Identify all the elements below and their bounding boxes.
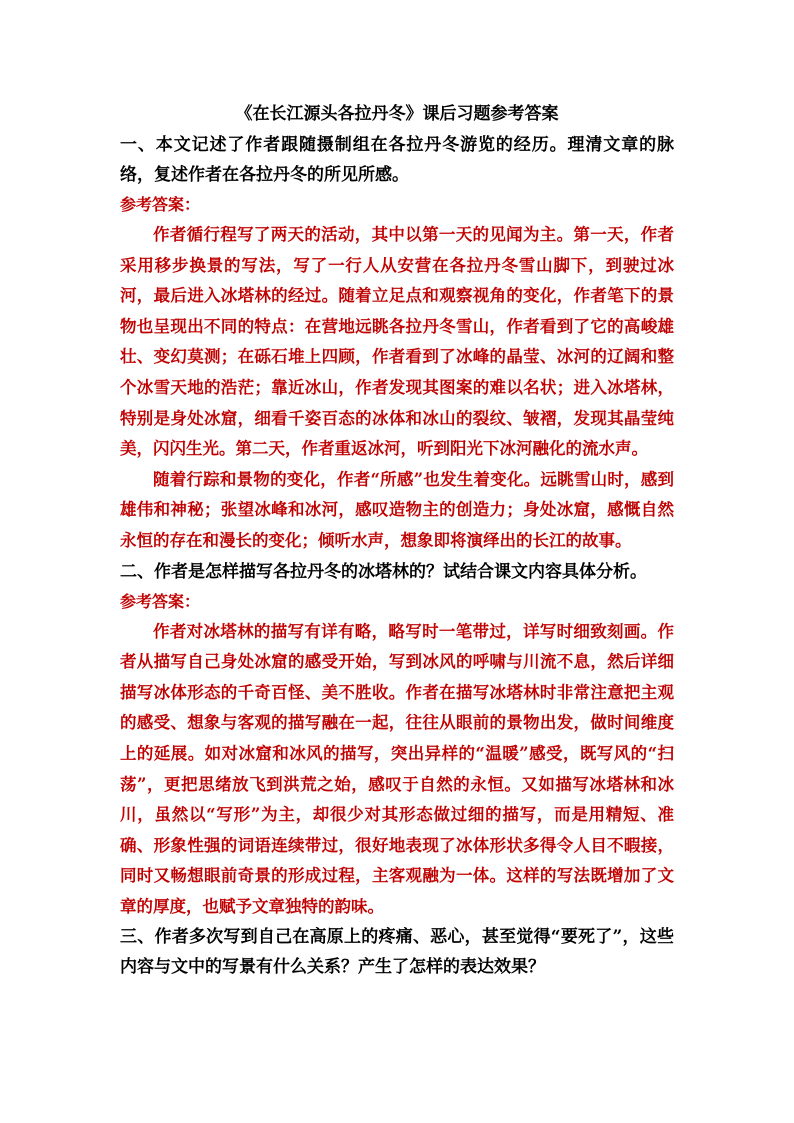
- answer-1-paragraph-1: 作者循行程写了两天的活动，其中以第一天的见闻为主。第一天，作者采用移步换景的写法，写了一行人从安营在各拉丹冬雪山脚下，到驶过冰河，最后进入冰塔林的经过。随着立足点和观察视角的变化，作者笔下的景物也呈现出不同的特点：在营地远眺各拉丹冬雪山，作者看到了它的高峻雄壮、变幻莫测；在砾石堆上四顾，作者看到了冰峰的晶莹、冰河的辽阔和整个冰雪天地的浩茫；靠近冰山，作者发现其图案的难以名状；进入冰塔林，特别是身处冰窟，细看千姿百态的冰体和冰山的裂纹、皱褶，发现其晶莹纯美，闪闪生光。第二天，作者重返冰河，听到阳光下冰河融化的流水声。: [120, 225, 674, 459]
- question-3: 三、作者多次写到自己在高原上的疼痛、恶心，甚至觉得“要死了”，这些内容与文中的写景有什么关系？产生了怎样的表达效果？: [120, 927, 674, 978]
- question-2: 二、作者是怎样描写各拉丹冬的冰塔林的？试结合课文内容具体分析。: [120, 561, 647, 582]
- answer-label-1: 参考答案：: [120, 195, 201, 214]
- document-title: 《在长江源头各拉丹冬》课后习题参考答案: [235, 104, 559, 124]
- question-1: 一、本文记述了作者跟随摄制组在各拉丹冬游览的经历。理清文章的脉络，复述作者在各拉丹冬的所见所感。: [120, 135, 674, 185]
- answer-2-paragraph-1: 作者对冰塔林的描写有详有略，略写时一笔带过，详写时细致刻画。作者从描写自己身处冰窟的感受开始，写到冰风的呼啸与川流不息，然后详细描写冰体形态的千奇百怪、美不胜收。作者在描写冰塔林时非常注意把主观的感受、想象与客观的描写融在一起，往往从眼前的景物出发，做时间维度上的延展。如对冰窟和冰风的描写，突出异样的“温暖”感受，既写风的“扫荡”，更把思绪放飞到洪荒之始，感叹于自然的永恒。又如描写冰塔林和冰川，虽然以“写形”为主，却很少对其形态做过细的描写，而是用精短、准确、形象性强的词语连续带过，很好地表现了冰体形状多得令人目不暇接，同时又畅想眼前奇景的形成过程，主客观融为一体。这样的写法既增加了文章的厚度，也赋予文章独特的韵味。: [120, 621, 674, 916]
- document-page: [120, 100, 674, 982]
- answer-label-2: 参考答案：: [120, 591, 201, 611]
- answer-1-paragraph-2: 随着行踪和景物的变化，作者“所感”也发生着变化。远眺雪山时，感到雄伟和神秘；张望冰峰和冰河，感叹造物主的创造力；身处冰窟，感慨自然永恒的存在和漫长的变化；倾听水声，想象即将演绎出的长江的故事。: [120, 469, 674, 550]
